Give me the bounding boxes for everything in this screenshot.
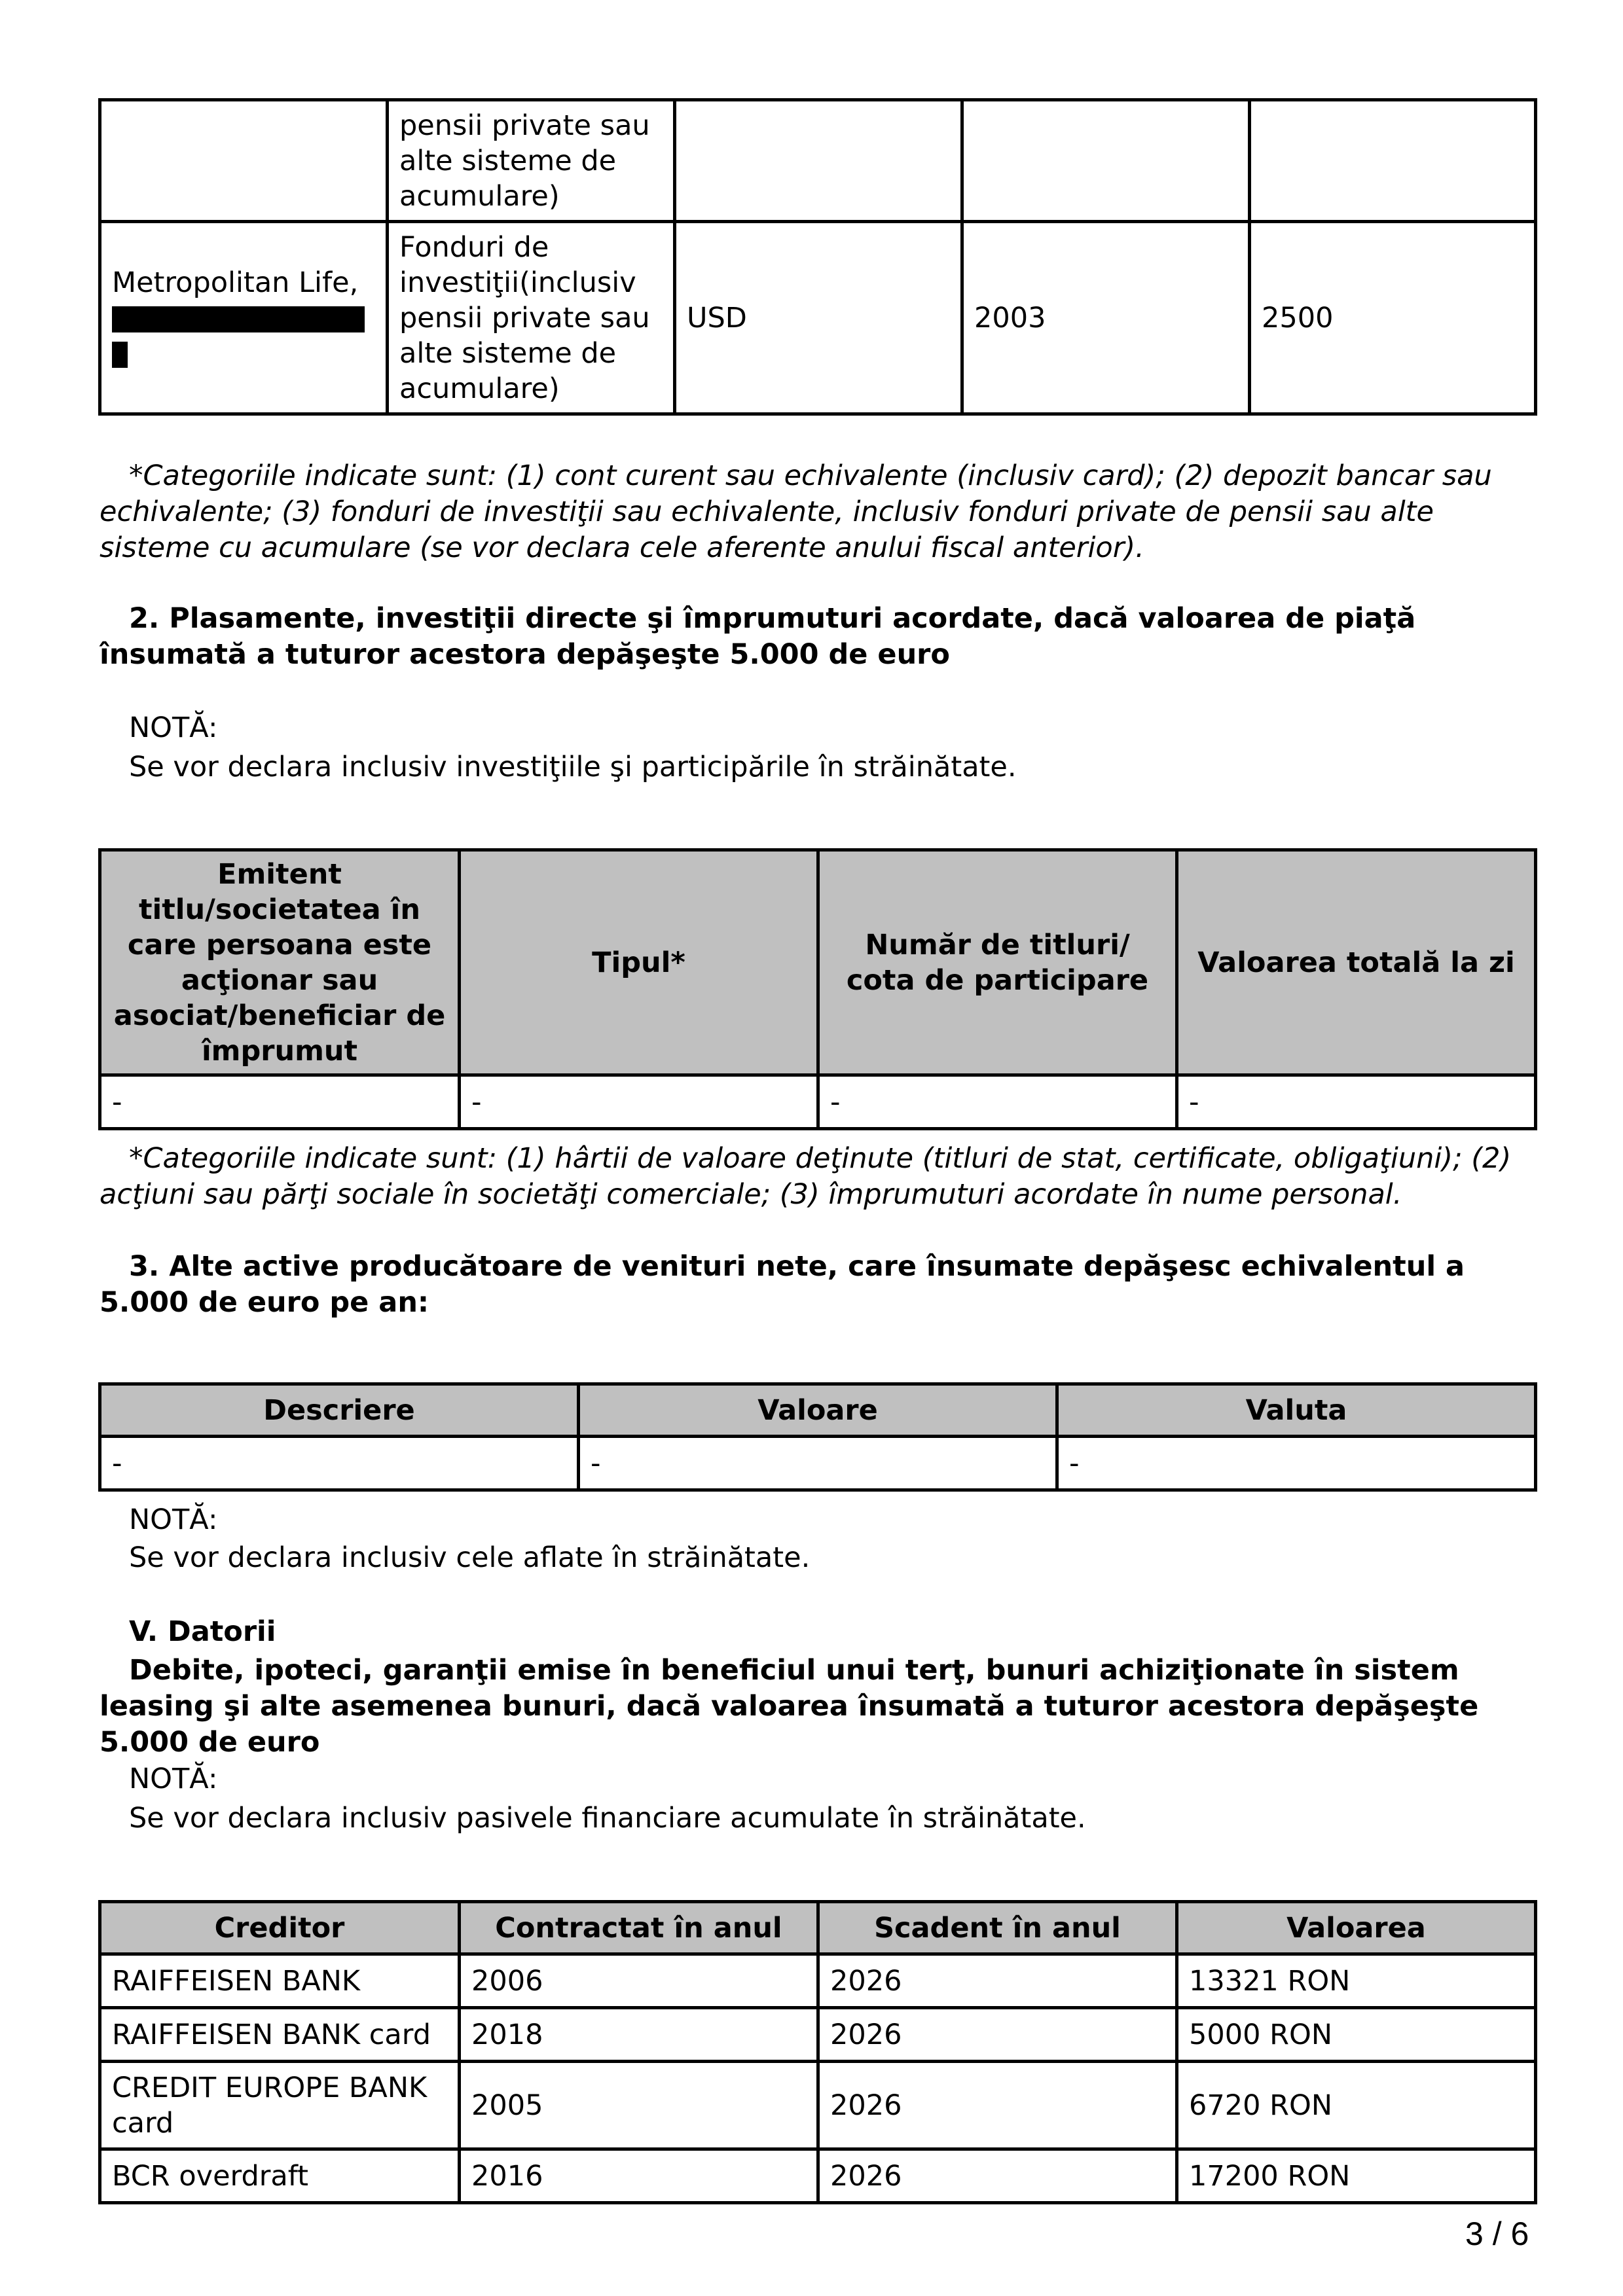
due-year-cell: 2026 <box>818 2008 1177 2062</box>
amount-cell: 6720 RON <box>1177 2062 1536 2149</box>
table-row <box>100 222 1536 414</box>
other-assets-table <box>98 1382 1537 1492</box>
column-header-currency: Valuta <box>1057 1384 1536 1437</box>
value-cell <box>1250 100 1536 222</box>
due-year-cell: 2026 <box>818 1954 1177 2008</box>
section-5-note-label: NOTĂ: <box>129 1763 218 1795</box>
page-number: 3 / 6 <box>1465 2215 1529 2252</box>
column-header-value: Valoare <box>579 1384 1057 1437</box>
column-header-issuer: Emitent titlu/societatea în care persoana este acţionar sau asociat/beneficiar de împrumut <box>100 850 460 1075</box>
table-cell: - <box>100 1075 460 1129</box>
table-cell: - <box>100 1437 579 1490</box>
section-5-title: V. Datorii <box>129 1615 276 1648</box>
column-header-creditor: Creditor <box>100 1902 460 1954</box>
section-5-note-text: Se vor declara inclusiv pasivele financiare acumulate în străinătate. <box>129 1802 1086 1835</box>
column-header-amount: Valoarea <box>1177 1902 1536 1954</box>
column-header-due-year: Scadent în anul <box>818 1902 1177 1954</box>
redaction-bar <box>112 342 128 368</box>
table-cell: - <box>818 1075 1177 1129</box>
creditor-cell: RAIFFEISEN BANK <box>100 1954 460 2008</box>
value-cell: 2500 <box>1250 222 1536 414</box>
table-row <box>100 1954 1536 2008</box>
table-cell: - <box>460 1075 818 1129</box>
section-2-note-label: NOTĂ: <box>129 711 218 744</box>
section-2-heading: 2. Plasamente, investiţii directe şi împrumuturi acordate, dacă valoarea de piaţă însumată a tuturor acestora depăşeşte 5.000 de euro <box>100 602 1416 671</box>
table-row <box>100 100 1536 222</box>
due-year-cell: 2026 <box>818 2062 1177 2149</box>
table-row <box>100 1437 1536 1490</box>
table-cell: - <box>1177 1075 1536 1129</box>
column-header-total-value: Valoarea totală la zi <box>1177 850 1536 1075</box>
table-row <box>100 1075 1536 1129</box>
contracted-year-cell: 2016 <box>460 2149 818 2203</box>
section-5-heading: Debite, ipoteci, garanţii emise în beneficiul unui terţ, bunuri achiziţionate în sistem leasing şi alte asemenea bunuri, dacă valoarea însumată a tuturor acestora depăşeşte 5.000 de euro <box>100 1654 1479 1759</box>
table-header-row <box>100 850 1536 1075</box>
section-2-note-text: Se vor declara inclusiv investiţiile şi participările în străinătate. <box>129 751 1017 783</box>
currency-cell <box>675 100 962 222</box>
section-3-note-text: Se vor declara inclusiv cele aflate în străinătate. <box>129 1541 811 1574</box>
table-header-row <box>100 1902 1536 1954</box>
table-row <box>100 2149 1536 2203</box>
column-header-description: Descriere <box>100 1384 579 1437</box>
creditor-cell: BCR overdraft <box>100 2149 460 2203</box>
footnote-categories-investments: *Categoriile indicate sunt: (1) hârtii de valoare deţinute (titluri de stat, certificate, obligaţiuni); (2) acţiuni sau părţi sociale în societăţi comerciale; (3) împrumuturi acordate în nume personal. <box>100 1142 1512 1211</box>
institution-name: Metropolitan Life, <box>112 266 359 299</box>
amount-cell: 13321 RON <box>1177 1954 1536 2008</box>
table-cell: - <box>579 1437 1057 1490</box>
column-header-type: Tipul* <box>460 850 818 1075</box>
column-header-contracted-year: Contractat în anul <box>460 1902 818 1954</box>
contracted-year-cell: 2018 <box>460 2008 818 2062</box>
type-cell: pensii private sau alte sisteme de acumulare) <box>388 100 675 222</box>
creditor-cell: RAIFFEISEN BANK card <box>100 2008 460 2062</box>
institution-cell <box>100 100 388 222</box>
year-cell <box>962 100 1250 222</box>
amount-cell: 5000 RON <box>1177 2008 1536 2062</box>
investments-table <box>98 848 1537 1130</box>
table-row <box>100 2008 1536 2062</box>
table-row <box>100 2062 1536 2149</box>
type-cell: Fonduri de investiţii(inclusiv pensii private sau alte sisteme de acumulare) <box>388 222 675 414</box>
institution-cell <box>100 222 388 414</box>
due-year-cell: 2026 <box>818 2149 1177 2203</box>
accounts-table-continued <box>98 98 1537 416</box>
contracted-year-cell: 2006 <box>460 1954 818 2008</box>
currency-cell: USD <box>675 222 962 414</box>
column-header-number-of-titles: Număr de titluri/ cota de participare <box>818 850 1177 1075</box>
footnote-categories-accounts: *Categoriile indicate sunt: (1) cont curent sau echivalente (inclusiv card); (2) depozit bancar sau echivalente; (3) fonduri de investiţii sau echivalente, inclusiv fonduri private de pensii sau alte sisteme cu acumulare (se vor declara cele aferente anului fiscal anterior). <box>100 459 1492 564</box>
creditor-cell: CREDIT EUROPE BANK card <box>100 2062 460 2149</box>
year-cell: 2003 <box>962 222 1250 414</box>
table-cell: - <box>1057 1437 1536 1490</box>
debts-table <box>98 1900 1537 2204</box>
section-3-note-label: NOTĂ: <box>129 1503 218 1536</box>
section-3-heading: 3. Alte active producătoare de venituri nete, care însumate depăşesc echivalentul a 5.000 de euro pe an: <box>100 1250 1465 1319</box>
contracted-year-cell: 2005 <box>460 2062 818 2149</box>
table-header-row <box>100 1384 1536 1437</box>
redaction-bar <box>112 306 365 332</box>
amount-cell: 17200 RON <box>1177 2149 1536 2203</box>
